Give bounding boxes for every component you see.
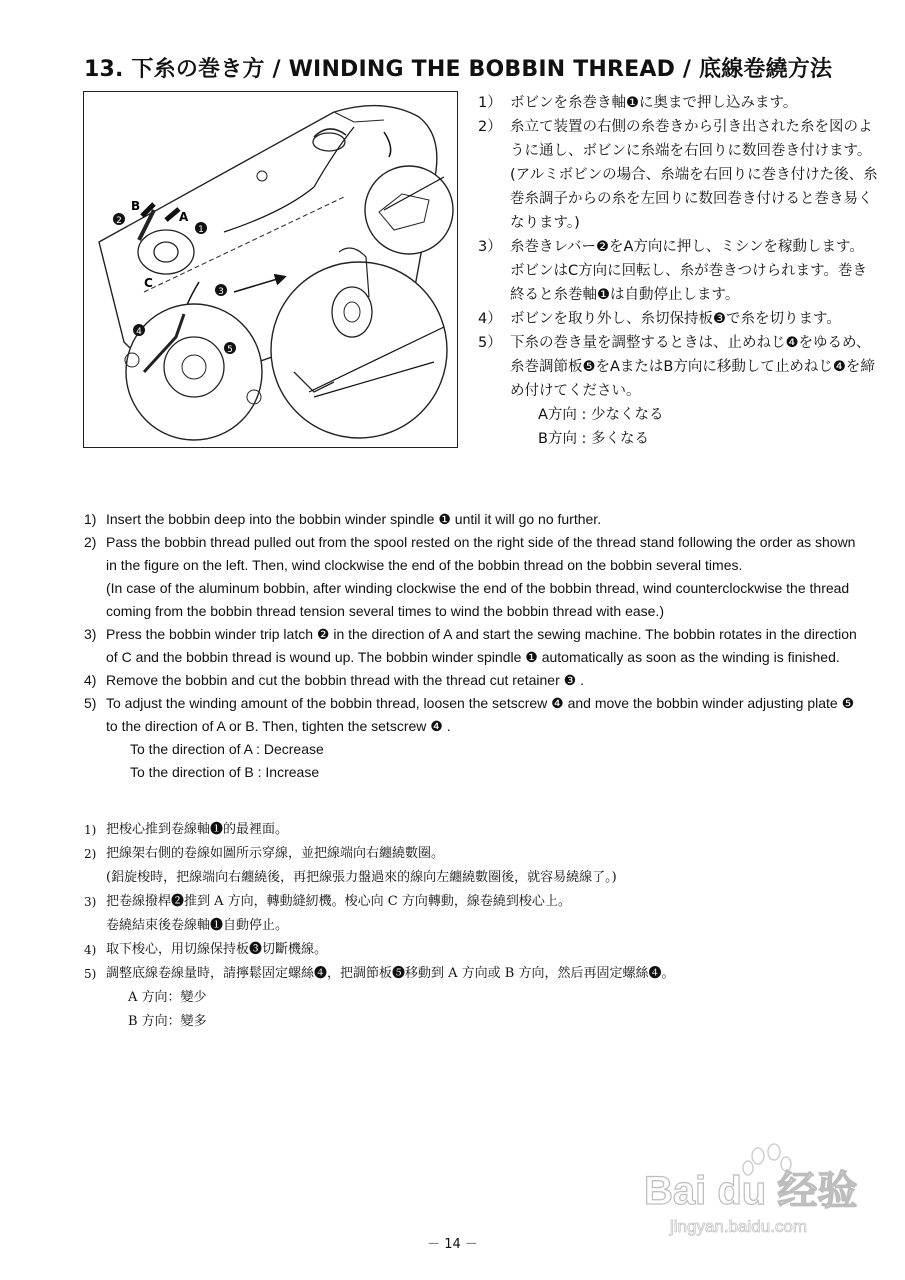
zh-step-2: 2) 把線架右側的卷線如圖所示穿線，並把線端向右纏繞數圈。: [84, 846, 445, 861]
jp-step-1: 1） ボビンを糸巻き軸❶に奥まで押し込みます。: [478, 95, 798, 111]
en-step-2: 2) Pass the bobbin thread pulled out from the spool rested on the right side of the thread stand following the order as shown in the figure on the left. Then, wind clockwise the end of the bobbin thread on the bobbin several times.: [84, 534, 856, 573]
bobbin-winding-figure: [83, 91, 458, 448]
en-direction-b: To the direction of B : Increase: [130, 764, 320, 780]
english-instructions: [84, 508, 864, 784]
svg-text:5: 5: [227, 345, 233, 355]
label-a: A: [179, 210, 189, 224]
baidu-jingyan-watermark: [640, 1140, 880, 1240]
jp-step-4: 4） ボビンを取り外し、糸切保持板❸で糸を切ります。: [478, 311, 841, 327]
zh-step-3-cont: 卷繞結束後卷線軸❶自動停止。: [106, 918, 289, 933]
en-step-1: 1) Insert the bobbin deep into the bobbin winder spindle ❶ until it will go no further.: [84, 511, 602, 527]
jp-direction-b: B方向 : 多くなる: [538, 431, 650, 447]
svg-text:4: 4: [136, 327, 142, 337]
zh-step-4: 4) 取下梭心，用切線保持板❸切斷機線。: [84, 942, 328, 957]
jp-step-3: 3） 糸巻きレバー❷をA方向に押し、ミシンを稼動します。ボビンはC方向に回転し、糸が巻きつけられます。巻き終ると糸巻軸❶は自動停止します。: [478, 239, 867, 303]
en-direction-a: To the direction of A : Decrease: [130, 741, 324, 757]
label-b: B: [131, 199, 141, 213]
japanese-instructions: [478, 91, 878, 451]
zh-direction-b: B 方向：變多: [128, 1014, 207, 1029]
zh-step-3: 3) 把卷線撥桿❷推到 A 方向，轉動縫紉機。梭心向 C 方向轉動，線卷繞到梭心上。: [84, 894, 571, 909]
jp-step-2-note: (アルミボビンの場合、糸端を右回りに巻き付けた後、糸巻糸調子からの糸を左回りに数回巻き付けると巻き易くなります。): [510, 167, 878, 231]
jp-direction-a: A方向 : 少なくなる: [538, 407, 664, 423]
en-step-4: 4) Remove the bobbin and cut the bobbin thread with the thread cut retainer ❸ .: [84, 672, 584, 688]
zh-direction-a: A 方向：變少: [128, 990, 207, 1005]
svg-text:3: 3: [218, 287, 224, 297]
label-c: C: [144, 276, 153, 290]
jp-step-2: 2） 糸立て装置の右側の糸巻きから引き出された糸を図のように通し、ボビンに糸端を右回りに数回巻き付けます。: [478, 119, 873, 159]
zh-step-2-note: (鋁旋梭時，把線端向右纏繞後，再把線張力盤過來的線向左纏繞數圈後，就容易繞線了。): [106, 870, 617, 885]
en-step-5: 5) To adjust the winding amount of the bobbin thread, loosen the setscrew ❹ and move the bobbin winder adjusting plate ❺ to the direction of A or B. Then, tighten the setscrew ❹ .: [84, 695, 855, 734]
svg-text:2: 2: [116, 216, 122, 226]
chinese-instructions: [84, 818, 864, 1034]
watermark-url: jingyan.baidu.com: [670, 1217, 808, 1236]
page-number: － 14 －: [427, 1237, 478, 1252]
bobbin-winder-illustration: [84, 92, 456, 446]
svg-text:1: 1: [198, 225, 204, 235]
zh-step-1: 1) 把梭心推到卷線軸❶的最裡面。: [84, 822, 289, 837]
en-step-2-note: (In case of the aluminum bobbin, after winding clockwise the end of the bobbin thread, wind counterclockwise the thread coming from the bobbin thread tension several times to wind the bobbin thread with ease.): [106, 580, 850, 619]
watermark-logo: Bai du 经验: [644, 1169, 858, 1213]
page-title: 13. 下糸の巻き方 / WINDING THE BOBBIN THREAD / 底線卷繞方法: [84, 57, 833, 82]
zh-step-5: 5) 調整底線卷線量時，請擰鬆固定螺絲❹，把調節板❺移動到 A 方向或 B 方向，然后再固定螺絲❹。: [84, 966, 675, 981]
jp-step-5: 5） 下糸の巻き量を調整するときは、止めねじ❹をゆるめ、糸巻調節板❺をAまたはB方向に移動して止めねじ❹を締め付けてください。: [478, 335, 875, 399]
en-step-3: 3) Press the bobbin winder trip latch ❷ in the direction of A and start the sewing machine. The bobbin rotates in the direction of C and the bobbin thread is wound up. The bobbin winder spindle ❶ automatically as soon as the winding is finished.: [84, 626, 857, 665]
